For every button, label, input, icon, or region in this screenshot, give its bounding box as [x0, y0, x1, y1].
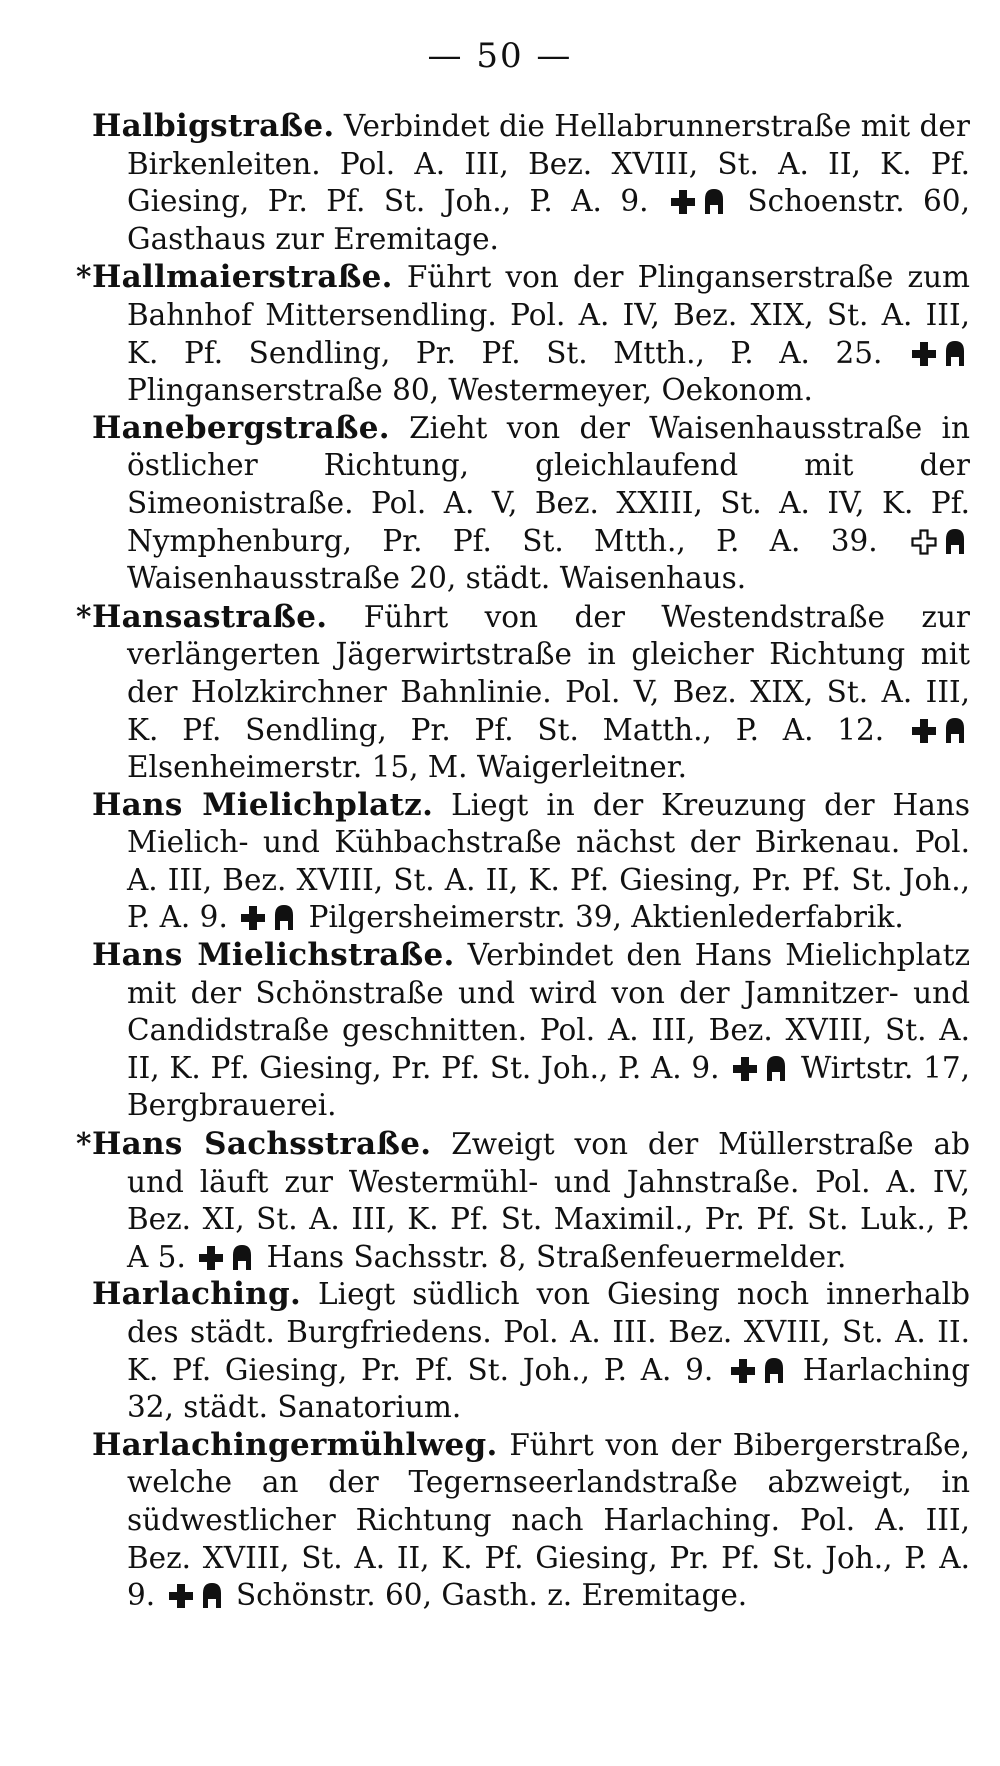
street-entry [92, 937, 970, 1125]
street-entry [92, 1276, 970, 1426]
red-cross-icon [198, 1245, 224, 1271]
street-directory-entries [76, 108, 970, 1615]
fire-alarm-location: Pilgersheimerstr. 39, Aktienlederfabrik. [308, 900, 904, 935]
street-name: Halbigstraße. [92, 108, 335, 144]
red-cross-icon [911, 718, 937, 744]
red-cross-icon [168, 1583, 194, 1609]
street-entry [92, 410, 970, 598]
street-description: Verbindet den Hans Mielichplatz mit der Schönstraße und wird von der Jamnitzer- und Candidstraße geschnitten. Pol. A. III, Bez. XVIII, St. A. II, K. Pf. Giesing, Pr. Pf. St. Joh., P. A. 9. [127, 938, 970, 1085]
street-name: Harlaching. [92, 1276, 302, 1313]
street-description: Zieht von der Waisenhausstraße in östlicher Richtung, gleichlaufend mit der Simeonistraße. Pol. A. V, Bez. XXIII, St. A. IV, K. Pf. Nymphenburg, Pr. Pf. St. Mtth., P. A. 39. [127, 410, 970, 558]
fire-alarm-location: Schönstr. 60, Gasth. z. Eremitage. [235, 1578, 748, 1613]
fire-alarm-location: Wirtstr. 17, Bergbrauerei. [127, 1050, 970, 1123]
page-number: — 50 — [427, 36, 573, 76]
fire-alarm-location: Plinganserstraße 80, Westermeyer, Oekonom. [127, 373, 813, 408]
fire-alarm-icon [702, 187, 726, 215]
new-street-marker: * [76, 259, 92, 295]
street-description: Verbindet die Hellabrunnerstraße mit der Birkenleiten. Pol. A. III, Bez. XVIII, St. A. II, K. Pf. Giesing, Pr. Pf. St. Joh., P. A. 9. [127, 109, 970, 219]
fire-alarm-icon [230, 1243, 254, 1271]
street-name: Hansastraße. [92, 598, 328, 635]
fire-alarm-location: Hans Sachsstr. 8, Straßenfeuermelder. [266, 1239, 847, 1274]
street-entry [92, 108, 970, 258]
street-entry [92, 1427, 970, 1615]
street-name: Hans Mielichplatz. [92, 786, 434, 823]
street-name: Harlachingermühlweg. [92, 1426, 498, 1463]
fire-alarm-icon [943, 716, 967, 744]
outline-cross-icon [911, 529, 937, 555]
street-entry [92, 787, 970, 937]
fire-alarm-icon [764, 1054, 788, 1082]
fire-alarm-icon [762, 1356, 786, 1384]
fire-alarm-location: Elsenheimerstr. 15, M. Waigerleitner. [127, 750, 687, 785]
fire-alarm-location: Harlaching 32, städt. Sanatorium. [127, 1352, 970, 1425]
fire-alarm-icon [943, 527, 967, 555]
new-street-marker: * [76, 1126, 92, 1162]
street-description: Liegt in der Kreuzung der Hans Mielich- und Kühbachstraße nächst der Birkenau. Pol. A. III, Bez. XVIII, St. A. II, K. Pf. Giesing, Pr. Pf. St. Joh., P. A. 9. [127, 787, 970, 935]
street-description: Führt von der Bibergerstraße, welche an der Tegernseerlandstraße abzweigt, in südwestlicher Richtung nach Harlaching. Pol. A. III, Bez. XVIII, St. A. II, K. Pf. Giesing, Pr. Pf. St. Joh., P. A. 9. [127, 1427, 970, 1613]
street-name: Hallmaierstraße. [92, 259, 393, 296]
street-name: Hans Sachsstraße. [92, 1126, 432, 1163]
red-cross-icon [730, 1358, 756, 1384]
street-name: Hanebergstraße. [92, 409, 390, 446]
new-street-marker: * [76, 598, 92, 634]
street-name: Hans Mielichstraße. [92, 937, 455, 974]
street-entry [76, 258, 970, 409]
red-cross-icon [732, 1056, 758, 1082]
street-description: Führt von der Plinganserstraße zum Bahnhof Mittersendling. Pol. A. IV, Bez. XIX, St. A. III, K. Pf. Sendling, Pr. Pf. St. Mtth., P. A. 25. [127, 260, 970, 370]
red-cross-icon [911, 341, 937, 367]
street-entry [76, 1125, 970, 1276]
street-entry [76, 598, 970, 787]
street-description: Zweigt von der Müllerstraße ab und läuft zur Westermühl- und Jahnstraße. Pol. A. IV, Bez. XI, St. A. III, K. Pf. St. Maximil., Pr. Pf. St. Luk., P. A 5. [127, 1127, 970, 1274]
fire-alarm-icon [943, 339, 967, 367]
street-description: Führt von der Westendstraße zur verlängerten Jägerwirtstraße in gleicher Richtung mit der Holzkirchner Bahnlinie. Pol. V, Bez. XIX, St. A. III, K. Pf. Sendling, Pr. Pf. St. Matth., P. A. 12. [127, 599, 970, 747]
fire-alarm-location: Schoenstr. 60, Gasthaus zur Eremitage. [127, 184, 970, 256]
red-cross-icon [240, 905, 266, 931]
fire-alarm-location: Waisenhausstraße 20, städt. Waisenhaus. [127, 561, 747, 596]
fire-alarm-icon [200, 1581, 224, 1609]
red-cross-icon [670, 189, 696, 215]
street-description: Liegt südlich von Giesing noch innerhalb des städt. Burgfriedens. Pol. A. III. Bez. XVIII, St. A. II. K. Pf. Giesing, Pr. Pf. St. Joh., P. A. 9. [127, 1277, 970, 1387]
fire-alarm-icon [272, 903, 296, 931]
